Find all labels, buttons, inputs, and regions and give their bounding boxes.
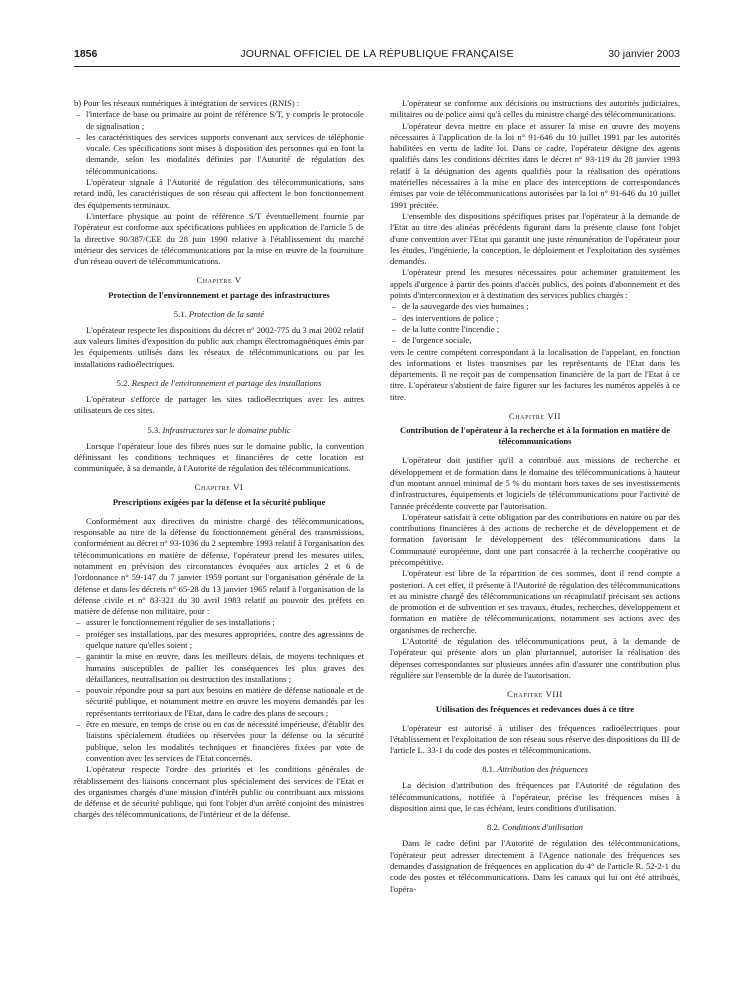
paragraph: L'opérateur s'efforce de partager les sites radioélectriques avec les autres utilisateurs de ces sites.: [74, 393, 364, 416]
paragraph: Conformément aux directives du ministre chargé des télécommunications, responsable au titre de la défense du fonctionnement général des transmissions, conformément au décret n° 93-1036 du 2 septembre 1993 relatif à l'organisation des télécommunications en matière de défense, l'opérateur prend les mesures utiles, notamment en prévision des circonstances évoquées aux articles 2 et 6 de l'ordonnance n° 59-147 du 7 janvier 1959 portant sur l'organisation générale de la défense et dans les décrets n° 65-28 du 13 janvier 1965 relatif à l'organisation de la défense civile et n° 83-321 du 30 avril 1983 relatif au pouvoir des préfets en matière de défense non militaire, pour :: [74, 515, 364, 617]
chapter-heading: Chapitre V: [196, 275, 242, 286]
list-item: – de la lutte contre l'incendie ;: [390, 324, 680, 335]
section-number: 8.2.: [487, 822, 500, 833]
list-item: – des interventions de police ;: [390, 313, 680, 324]
paragraph: L'opérateur respecte les dispositions du décret n° 2002-775 du 3 mai 2002 relatif aux valeurs limites d'exposition du public aux champs électromagnétiques émis par les équipements utilisés dans les réseaux de télécommunications ou par les installations radioélectriques.: [74, 324, 364, 369]
header-rule: [74, 66, 680, 67]
list-item: – protéger ses installations, par des mesures appropriées, contre des agressions de quelque nature qu'elles soient ;: [74, 629, 364, 652]
paragraph: L'opérateur se conforme aux décisions ou instructions des autorités judiciaires, militaires ou de police ainsi qu'à celles du ministre chargé des télécommunications.: [390, 98, 680, 120]
journal-title: JOURNAL OFFICIEL DE LA RÉPUBLIQUE FRANÇAISE: [240, 48, 514, 60]
page-number: 1856: [74, 48, 98, 60]
paragraph: L'opérateur prend les mesures nécessaires pour acheminer gratuitement les appels d'urgence à partir des points d'accès publics, des points d'abonnement et des points d'interconnexion et à destination des services publics chargés :: [390, 267, 680, 301]
section-title: Infrastructures sur le domaine public: [162, 424, 291, 435]
section-title: Attribution des fréquences: [497, 764, 588, 775]
section-heading: [74, 425, 364, 436]
section-number: 5.1.: [173, 308, 187, 319]
paragraph: L'opérateur est autorisé à utiliser des fréquences radioélectriques pour l'établissement et l'exploitation de son réseau sous réserve des dispositions du III de l'article L. 33-1 du code des postes et télécommunications.: [390, 722, 680, 756]
paragraph: L'ensemble des dispositions spécifiques prises par l'opérateur à la demande de l'Etat au titre des alinéas précédents figurant dans la présente clause font l'objet d'une convention avec l'Etat qui garantit une juste rémunération de l'opérateur pour les études, l'ingénierie, la conception, le déploiement et l'exploitation des systèmes demandés.: [390, 210, 680, 267]
paragraph: Dans le cadre défini par l'Autorité de régulation des télécommunications, l'opérateur peut adresser directement à l'Agence nationale des fréquences ses demandes d'assignation de fréquences en application du 4° de l'article R. 52-2-1 du code des postes et télécommunications. Dans les canaux qui lui ont été attribués, l'opéra-: [390, 838, 680, 894]
publication-date: 30 janvier 2003: [608, 48, 680, 60]
list-item: – garantir la mise en œuvre, dans les meilleurs délais, de moyens techniques et humains susceptibles de pallier les conséquences les plus graves des défaillances, neutralisation ou destruction des installations ;: [74, 651, 364, 685]
section-number: 5.2.: [116, 377, 130, 388]
paragraph: L'opérateur doit justifier qu'il a contribué aux missions de recherche et développement et de formation dans le domaine des télécommunications à hauteur d'un montant annuel minimal de 5 % du montant hors taxes de ses investissements d'infrastructures, équipements et logiciels de télécommunications pour l'activité de l'année précédente couverte par l'autorisation.: [390, 455, 680, 511]
section-number: 8.1.: [482, 764, 496, 775]
rnis-list: [74, 109, 364, 177]
list-item: – assurer le fonctionnement régulier de ses installations ;: [74, 617, 364, 628]
chapter-title: Protection de l'environnement et partage des infrastructures: [108, 289, 330, 300]
paragraph: L'interface physique au point de référence S/T éventuellement fournie par l'opérateur est conforme aux spécifications publiées en application de l'article 5 de la directive 90/387/CEE du 28 juin 1990 relative à l'établissement du marché intérieur des services de télécommunications par la mise en œuvre de la fourniture d'un réseau ouvert de télécommunications.: [74, 210, 364, 267]
left-column: [74, 98, 364, 821]
chapter-heading: Chapitre VI: [194, 482, 244, 493]
right-column: [390, 98, 680, 895]
list-item: – de l'urgence sociale,: [390, 335, 680, 346]
list-item: – de la sauvegarde des vies humaines ;: [390, 301, 680, 312]
section-heading: [390, 764, 680, 775]
paragraph: L'opérateur devra mettre en place et assurer la mise en œuvre des moyens nécessaires à l'application de la loi n° 91-646 du 10 juillet 1991 par les autorités habilitées en vertu de ladite loi. Dans ce cadre, l'opérateur désigne des agents qualifiés dans les conditions décrites dans le décret n° 93-119 du 28 janvier 1993 relatif à la désignation des agents qualifiés pour la réalisation des opérations matérielles nécessaires à la mise en place des interceptions de correspondances émises par voie de télécommunications autorisées par la loi n° 91-646 du 10 juillet 1991 précitée.: [390, 120, 680, 210]
page-header: [74, 48, 680, 64]
list-item: – pouvoir répondre pour sa part aux besoins en matière de défense nationale et de sécurité publique, et notamment mettre en œuvre les moyens demandés par les représentants territoriaux de l'Etat, dans le cadre des plans de secours ;: [74, 685, 364, 719]
chapter-title: Prescriptions exigées par la défense et la sécurité publique: [112, 496, 326, 507]
list-item: – être en mesure, en temps de crise ou en cas de nécessité impérieuse, d'établir des liaisons spécialement étudiées ou réservées pour la défense ou la sécurité publique, selon les modalités techniques et financières fixées par voie de convention avec les services de l'Etat concernés.: [74, 719, 364, 764]
section-title: Respect de l'environnement et partage des installations: [131, 377, 322, 388]
list-item: – les caractéristiques des services supports convenant aux services de téléphonie vocale. Ces spécifications sont mises à disposition des personnes qui en font la demande, selon les modalités définies par l'Autorité de régulation des télécommunications.: [74, 132, 364, 177]
defense-list: [74, 617, 364, 764]
paragraph: L'opérateur est libre de la répartition de ces sommes, dont il rend compte a posteriori. A cet effet, il présente à l'Autorité de régulation des télécommunications et au ministre chargé des télécommunications un récapitulatif précisant ses actions de promotion et de subvention et ses travaux, études, recherches, développement et formation en matière de télécommunications, notamment ses actions avec des organismes de recherche.: [390, 568, 680, 635]
emergency-list: [390, 301, 680, 346]
list-item: – l'interface de base ou primaire au point de référence S/T, y compris le protocole de signalisation ;: [74, 109, 364, 132]
paragraph: L'opérateur signale à l'Autorité de régulation des télécommunications, sans retard indû, les caractéristiques de son réseau qui affectent le bon fonctionnement des équipements terminaux.: [74, 177, 364, 210]
paragraph: La décision d'attribution des fréquences par l'Autorité de régulation des télécommunications, notifiée à l'opérateur, précise les fréquences mises à disposition ainsi que, le cas échéant, leurs conditions d'utilisation.: [390, 780, 680, 814]
section-heading: [390, 822, 680, 833]
section-number: 5.3.: [147, 424, 161, 435]
paragraph: L'opérateur respecte l'ordre des priorités et les conditions générales de rétablissement des liaisons concernant plus spécialement des services de l'Etat et des organismes chargés d'une mission d'intérêt public ou contribuant aux missions de défense et de sécurité publique, qui font l'objet d'un arrêté conjoint des ministres chargés des télécommunications, de l'intérieur et de la défense.: [74, 764, 364, 820]
chapter-heading: Chapitre VIII: [507, 689, 563, 700]
rnis-intro: b) Pour les réseaux numériques à intégration de services (RNIS) :: [74, 98, 300, 108]
paragraph: L'opérateur satisfait à cette obligation par des contributions en nature ou par des contributions financières à des actions de recherche et de développement et de formation favorisant le développement des télécommunications dans la Communauté européenne, dont une part consacrée à la recherche coopérative ou précompétitive.: [390, 511, 680, 567]
chapter-title: Utilisation des fréquences et redevances dues à ce titre: [435, 703, 635, 714]
chapter-heading: Chapitre VII: [508, 411, 562, 422]
chapter-title: Contribution de l'opérateur à la recherche et à la formation en matière de télécommunications: [399, 425, 671, 447]
section-heading: [74, 309, 364, 320]
section-heading: [74, 378, 364, 389]
paragraph: L'Autorité de régulation des télécommunications peut, à la demande de l'opérateur qui présente alors un plan pluriannuel, autoriser la réalisation des dépenses correspondantes sur plusieurs années afin d'assurer une contribution plus régulière sur l'ensemble de la durée de l'autorisation.: [390, 636, 680, 680]
paragraph: Lorsque l'opérateur loue des fibres nues sur le domaine public, la convention définissant les conditions techniques et financières de cette location est communiquée, à sa demande, à l'Autorité de régulation des télécommunications.: [74, 440, 364, 474]
section-title: Protection de la santé: [188, 308, 265, 319]
paragraph: vers le centre compétent correspondant à la localisation de l'appelant, en fonction des informations et listes transmises par les représentants de l'Etat dans les départements. Il ne reçoit pas de compensation financière de la part de l'Etat à ce titre. L'opérateur s'abstient de faire figurer sur les factures les numéros appelés à ce titre.: [390, 346, 680, 402]
section-title: Conditions d'utilisation: [502, 822, 583, 833]
